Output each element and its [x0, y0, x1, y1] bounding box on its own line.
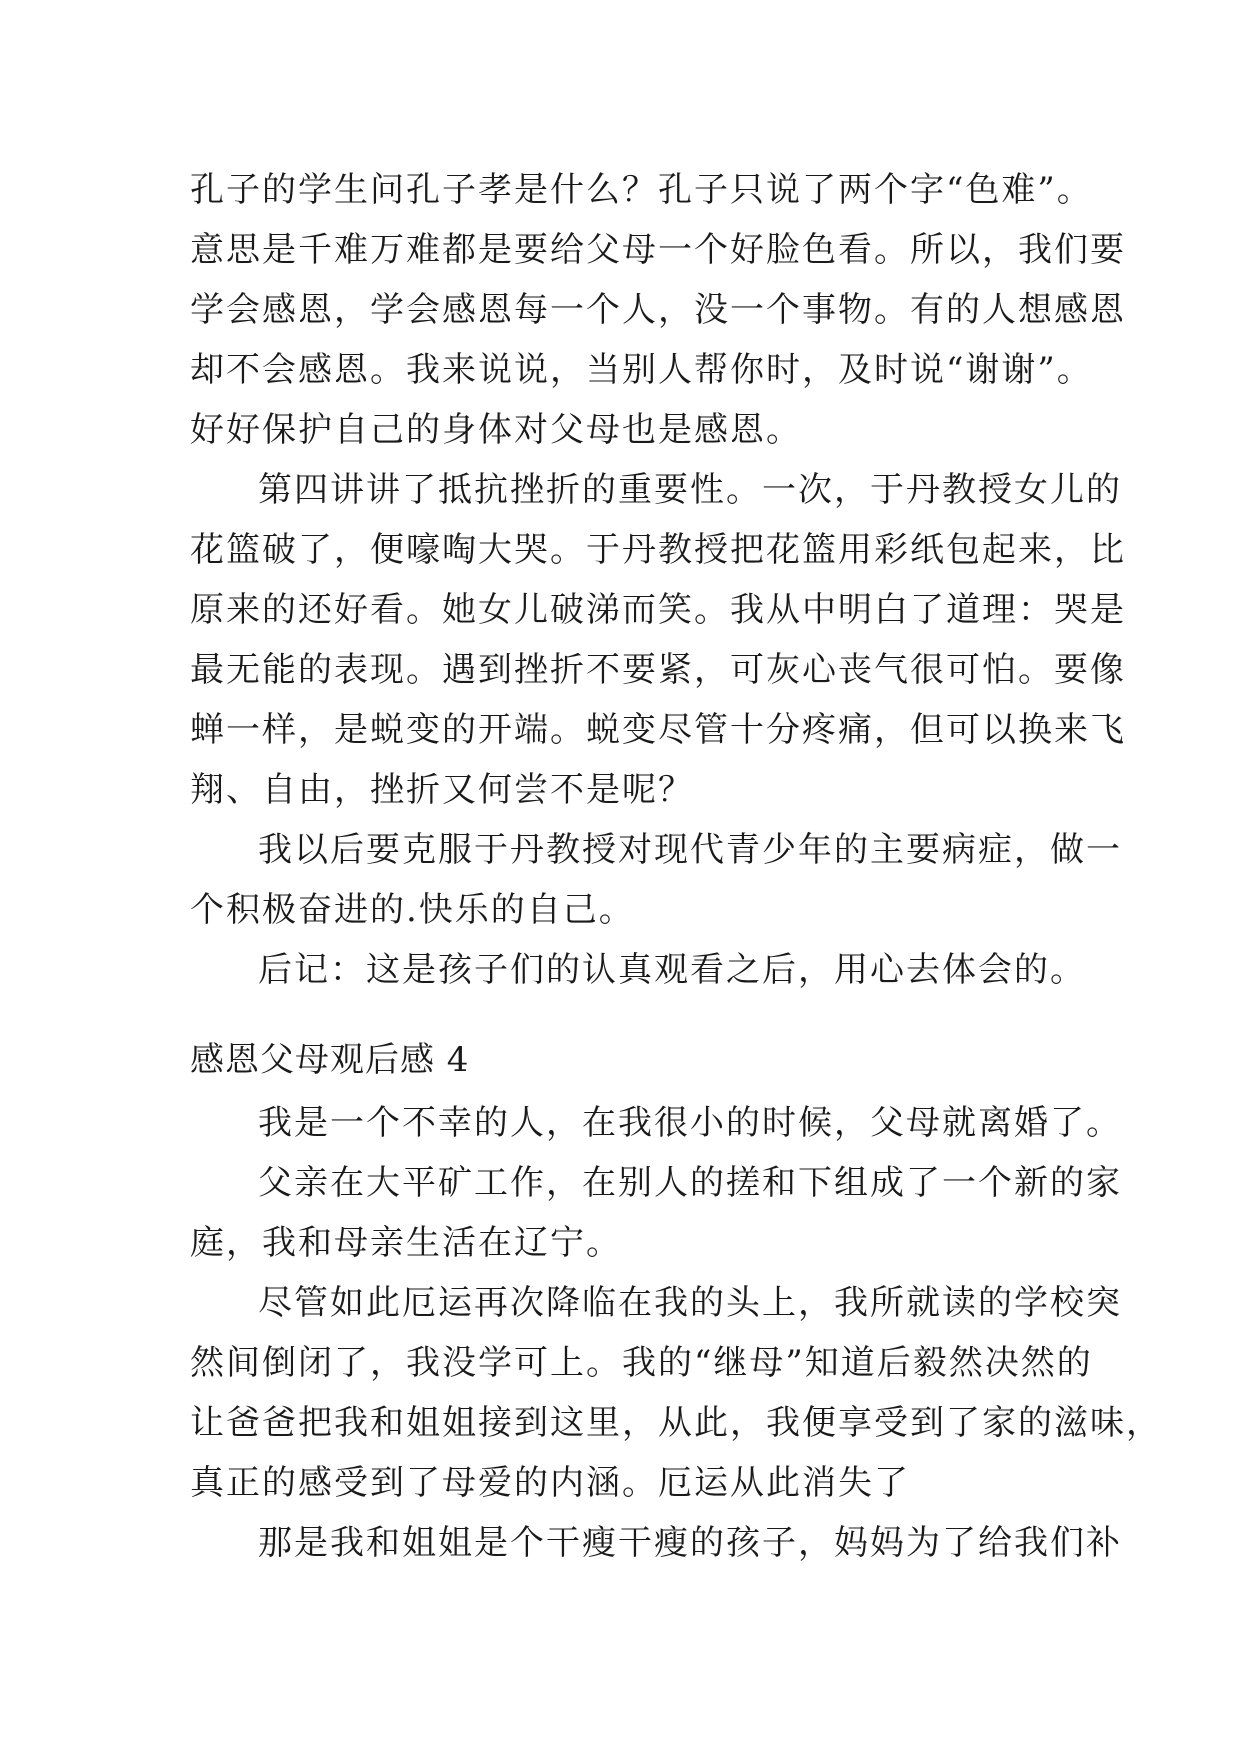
paragraph-unfortunate	[190, 1093, 1122, 1153]
paragraph-frustration	[190, 460, 1126, 820]
paragraph-line: 第四讲讲了抵抗挫折的重要性。一次，于丹教授女儿的	[258, 470, 1122, 510]
paragraph-line: 意思是千难万难都是要给父母一个好脸色看。所以，我们要	[190, 230, 1126, 270]
paragraph-line: 翔、自由，挫折又何尝不是呢？	[190, 770, 694, 810]
paragraph-filial-piety	[190, 160, 1126, 460]
paragraph-line: 然间倒闭了，我没学可上。我的“继母”知道后毅然决然的	[190, 1343, 1093, 1383]
paragraph-postscript	[190, 940, 1086, 1000]
paragraph-line: 我是一个不幸的人，在我很小的时候，父母就离婚了。	[258, 1103, 1122, 1143]
paragraph-line: 学会感恩，学会感恩每一个人，没一个事物。有的人想感恩	[190, 290, 1126, 330]
paragraph-line: 那是我和姐姐是个干瘦干瘦的孩子，妈妈为了给我们补	[258, 1523, 1122, 1563]
paragraph-line: 让爸爸把我和姐姐接到这里，从此，我便享受到了家的滋味，	[190, 1403, 1162, 1443]
paragraph-line: 最无能的表现。遇到挫折不要紧，可灰心丧气很可怕。要像	[190, 650, 1126, 690]
paragraph-line: 庭，我和母亲生活在辽宁。	[190, 1223, 622, 1263]
paragraph-line: 我以后要克服于丹教授对现代青少年的主要病症，做一	[258, 830, 1122, 870]
paragraph-line: 真正的感受到了母爱的内涵。厄运从此消失了	[190, 1463, 910, 1503]
paragraph-line: 蝉一样，是蜕变的开端。蜕变尽管十分疼痛，但可以换来飞	[190, 710, 1126, 750]
paragraph-father	[190, 1153, 1122, 1273]
paragraph-line: 好好保护自己的身体对父母也是感恩。	[190, 410, 802, 450]
paragraph-line: 尽管如此厄运再次降临在我的头上，我所就读的学校突	[258, 1283, 1122, 1323]
paragraph-stepmother	[190, 1273, 1162, 1513]
paragraph-line: 花篮破了，便嚎啕大哭。于丹教授把花篮用彩纸包起来，比	[190, 530, 1126, 570]
section-heading: 感恩父母观后感 4	[190, 1040, 470, 1080]
paragraph-line: 后记：这是孩子们的认真观看之后，用心去体会的。	[258, 950, 1086, 990]
paragraph-line: 却不会感恩。我来说说，当别人帮你时，及时说“谢谢”。	[190, 350, 1093, 390]
paragraph-sisters	[190, 1513, 1122, 1573]
paragraph-line: 个积极奋进的.快乐的自己。	[190, 890, 635, 930]
paragraph-line: 孔子的学生问孔子孝是什么？孔子只说了两个字“色难”。	[190, 170, 1093, 210]
paragraph-line: 父亲在大平矿工作，在别人的搓和下组成了一个新的家	[258, 1163, 1122, 1203]
paragraph-resolution	[190, 820, 1122, 940]
paragraph-line: 原来的还好看。她女儿破涕而笑。我从中明白了道理：哭是	[190, 590, 1126, 630]
